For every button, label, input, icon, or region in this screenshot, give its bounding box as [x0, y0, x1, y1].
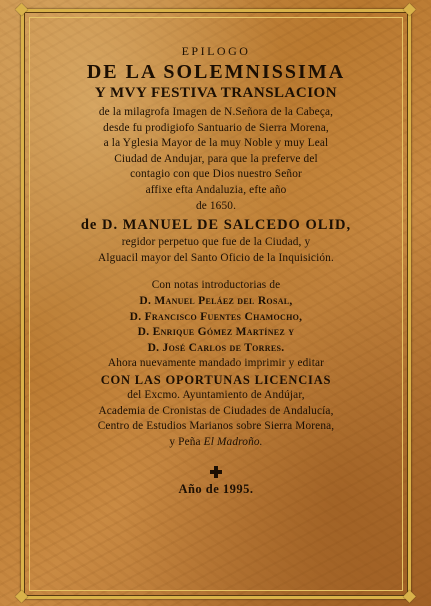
- notes-intro: Con notas introductorias de: [151, 279, 281, 292]
- author-line: [40, 215, 392, 235]
- publisher-line-last: [40, 435, 392, 451]
- description-line: contagio con que Dios nuestro Señor: [130, 168, 302, 181]
- author-role-line: Alguacil mayor del Santo Oficio de la Inquisición.: [98, 251, 334, 264]
- publisher-prefix: y Peña: [169, 435, 204, 448]
- publisher-line: Academia de Cronistas de Ciudades de Andalucía,: [98, 404, 334, 417]
- contributor-name: D. Manuel Peláez del Rosal,: [139, 294, 293, 307]
- description-line: affixe efta Andaluzia, efte año: [145, 183, 287, 196]
- publisher-line: Centro de Estudios Marianos sobre Sierra Morena,: [97, 420, 335, 433]
- reprint-line: Ahora nuevamente mandado imprimir y editar: [107, 357, 325, 370]
- publisher-line: del Excmo. Ayuntamiento de Andújar,: [127, 388, 305, 401]
- description-line: de la milagrofa Imagen de N.Señora de la Cabeça,: [98, 106, 334, 118]
- spacer: [40, 266, 392, 278]
- title-line-2: Y MVY FESTIVA TRANSLACION: [94, 85, 338, 101]
- author-prefix: de: [80, 217, 102, 234]
- licencias-line: CON LAS OPORTUNAS LICENCIAS: [100, 372, 332, 387]
- cover-text: [40, 44, 392, 497]
- contributor-name: D. Enrique Gómez Martínez y: [137, 326, 295, 339]
- contributor-name: D. José Carlos de Torres.: [147, 341, 285, 354]
- publisher-italic: El Madroño.: [203, 435, 263, 448]
- author-name: D. MANUEL DE SALCEDO OLID,: [101, 217, 352, 234]
- author-role-line: regidor perpetuo que fue de la Ciudad, y: [121, 236, 311, 249]
- description-line: a la Yglesia Mayor de la muy Noble y muy Leal: [103, 137, 329, 150]
- description-line: Ciudad de Andujar, para que la preferve del: [114, 152, 318, 165]
- description-line: de 1650.: [195, 199, 237, 212]
- cross-icon: [210, 466, 222, 478]
- contributor-name: D. Francisco Fuentes Chamocho,: [129, 310, 303, 323]
- publication-year: Año de 1995.: [178, 482, 254, 497]
- epilogo-heading: EPILOGO: [181, 44, 251, 58]
- description-line: desde fu prodigiofo Santuario de Sierra Morena,: [103, 121, 329, 134]
- title-line-1: DE LA SOLEMNISSIMA: [86, 61, 346, 83]
